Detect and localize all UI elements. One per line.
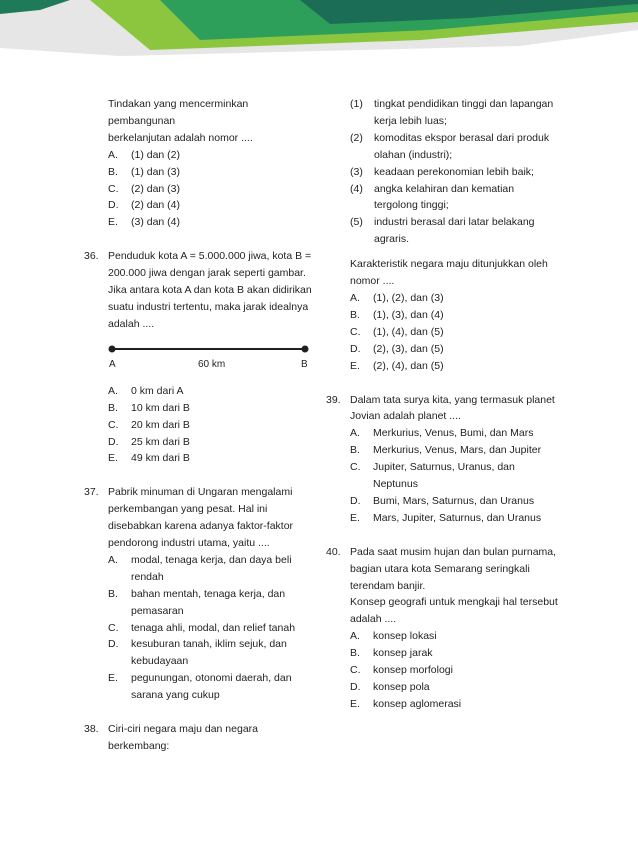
option-text: konsep jarak [373,647,433,660]
point-a-dot [109,345,116,352]
option-a [350,425,558,442]
option-text: Merkurius, Venus, Mars, dan Jupiter [373,444,542,457]
list-text: tingkat pendidikan tinggi dan lapangan [374,98,554,110]
option-b [350,442,558,459]
question-text-line: 200.000 jiwa dengan jarak seperti gambar. [108,267,306,280]
question-37 [84,484,312,704]
question-text-line: nomor .... [350,275,395,288]
option-letter: D. [350,342,361,355]
option-text: (3) dan (4) [131,216,181,229]
option-a [108,383,312,400]
option-a [108,147,312,164]
question-text-line: terendam banjir. [350,579,426,592]
question-text-line: Dalam tata surya kita, yang termasuk planet [350,393,555,406]
option-e [108,214,312,231]
option-text: kebudayaan [131,655,189,668]
option-e [108,450,312,467]
option-text: (2), (3), dan (5) [373,342,444,355]
option-letter: B. [350,308,360,321]
option-text: konsep aglomerasi [373,697,462,710]
option-letter: E. [108,216,118,229]
question-text-line: Penduduk kota A = 5.000.000 jiwa, kota B = [108,250,312,263]
question-38-list [326,96,558,375]
list-number: (3) [350,165,363,178]
question-text-line: suatu industri tertentu, maka jarak idealnya [108,300,309,313]
question-number: 39. [326,393,341,406]
option-letter: A. [350,291,360,304]
option-b [108,586,312,620]
question-39 [326,392,558,527]
point-a-label: A [109,358,116,370]
option-letter: B. [108,587,118,600]
option-letter: A. [108,148,118,161]
option-text: rendah [131,570,164,583]
option-a [350,290,558,307]
list-text: olahan (industri); [374,148,453,161]
distance-diagram [108,339,312,377]
option-d [108,636,312,670]
option-letter: B. [108,165,118,178]
list-number: (1) [350,98,363,110]
option-c [108,417,312,434]
option-text: pemasaran [131,604,184,617]
question-38 [84,721,312,755]
list-item [350,164,558,181]
option-letter: D. [108,638,119,651]
question-text-line: disebabkan karena adanya faktor-faktor [108,520,294,533]
option-text: modal, tenaga kerja, dan daya beli [131,553,292,566]
distance-label: 60 km [198,358,226,370]
option-e [350,510,558,527]
option-text: Mars, Jupiter, Saturnus, dan Uranus [373,511,542,524]
list-item [350,130,558,164]
option-text: Merkurius, Venus, Bumi, dan Mars [373,427,534,440]
option-c [108,181,312,198]
option-letter: D. [108,435,119,448]
option-c [350,459,558,493]
question-text-line: Jovian adalah planet .... [350,410,461,423]
option-d [108,434,312,451]
question-text-line: pendorong industri utama, yaitu .... [108,537,270,550]
option-c [350,662,558,679]
option-text: konsep morfologi [373,664,453,677]
option-text: 0 km dari A [131,384,184,397]
option-text: 49 km dari B [131,452,190,465]
option-d [350,493,558,510]
option-letter: C. [108,182,119,195]
list-item [350,181,558,215]
option-text: (1) dan (2) [131,148,181,161]
option-letter: A. [108,553,118,566]
option-letter: D. [350,681,361,693]
option-letter: D. [108,199,119,212]
question-text-line: berkelanjutan adalah nomor .... [108,131,253,144]
option-text: (1), (4), dan (5) [373,325,444,338]
list-number: (4) [350,182,363,195]
option-letter: C. [350,325,361,338]
option-text: 25 km dari B [131,435,190,448]
option-c [350,324,558,341]
list-text: keadaan perekonomian lebih baik; [374,165,534,178]
option-a [350,628,558,645]
option-letter: E. [350,359,360,372]
question-text-line: Konsep geografi untuk mengkaji hal tersebut [350,596,558,609]
option-letter: B. [350,444,360,457]
option-letter: E. [350,697,360,710]
right-column [326,96,558,713]
list-number: (5) [350,216,363,229]
list-item [350,214,558,248]
option-d [108,197,312,214]
option-letter: E. [350,511,360,524]
option-text: 10 km dari B [131,401,190,414]
question-number: 36. [84,250,99,263]
list-text: angka kelahiran dan kematian [374,182,515,195]
option-d [350,341,558,358]
option-letter: E. [108,452,118,465]
option-letter: D. [350,494,361,507]
option-letter: A. [350,630,360,643]
question-text-line: Ciri-ciri negara maju dan negara [108,723,258,736]
option-text: sarana yang cukup [131,689,220,702]
option-letter: A. [108,384,118,397]
option-a [108,552,312,586]
option-text: (2) dan (3) [131,182,181,195]
question-number: 40. [326,545,341,558]
list-text: industri berasal dari latar belakang [374,216,535,229]
option-text: (1), (2), dan (3) [373,291,444,304]
option-d [350,679,558,696]
option-b [350,645,558,662]
option-text: Bumi, Mars, Saturnus, dan Uranus [373,494,535,507]
question-text-line: Pada saat musim hujan dan bulan purnama, [350,545,557,558]
list-number: (2) [350,131,363,144]
option-e [350,358,558,375]
question-35-continued [84,96,312,231]
option-text: (1), (3), dan (4) [373,308,444,321]
option-text: Neptunus [373,478,418,491]
option-letter: B. [108,401,118,414]
option-e [350,696,558,713]
question-text-line: adalah .... [108,317,155,330]
question-text-line: berkembang: [108,740,170,752]
list-text: komoditas ekspor berasal dari produk [374,131,550,144]
question-text-line: Tindakan yang mencerminkan pembangunan [108,98,249,127]
point-b-label: B [301,358,308,370]
question-number: 37. [84,486,99,499]
question-text-line: Pabrik minuman di Ungaran mengalami [108,486,293,499]
header-banner [0,0,638,60]
option-c [108,620,312,637]
option-text: Jupiter, Saturnus, Uranus, dan [373,461,515,474]
option-letter: B. [350,647,360,660]
option-letter: C. [350,461,361,474]
list-text: agraris. [374,233,410,246]
question-text-line: Jika antara kota A dan kota B akan didirikan [108,284,312,297]
option-text: konsep lokasi [373,630,437,643]
option-letter: C. [108,418,119,431]
list-item [350,96,558,130]
option-text: pegunungan, otonomi daerah, dan [131,672,292,685]
option-letter: E. [108,672,118,685]
option-letter: C. [350,664,361,677]
option-text: konsep pola [373,681,430,693]
option-b [108,400,312,417]
list-text: kerja lebih luas; [374,114,447,127]
question-36 [84,248,312,467]
option-text: 20 km dari B [131,418,190,431]
question-40 [326,544,558,713]
question-text-line: Karakteristik negara maju ditunjukkan oleh [350,258,548,271]
point-b-dot [302,345,309,352]
option-text: (1) dan (3) [131,165,181,178]
option-text: (2) dan (4) [131,199,181,212]
option-text: kesuburan tanah, iklim sejuk, dan [131,638,287,651]
option-letter: A. [350,427,360,440]
option-e [108,670,312,704]
option-b [350,307,558,324]
question-text-line: adalah .... [350,613,397,626]
left-column [84,96,312,755]
option-text: tenaga ahli, modal, dan relief tanah [131,621,296,634]
question-text-line: perkembangan yang pesat. Hal ini [108,503,268,516]
question-number: 38. [84,723,99,736]
option-b [108,164,312,181]
distance-line-svg [108,339,312,375]
option-text: (2), (4), dan (5) [373,359,444,372]
option-text: bahan mentah, tenaga kerja, dan [131,587,286,600]
option-letter: C. [108,621,119,634]
list-text: tergolong tinggi; [374,199,449,212]
question-text-line: bagian utara kota Semarang seringkali [350,562,530,575]
